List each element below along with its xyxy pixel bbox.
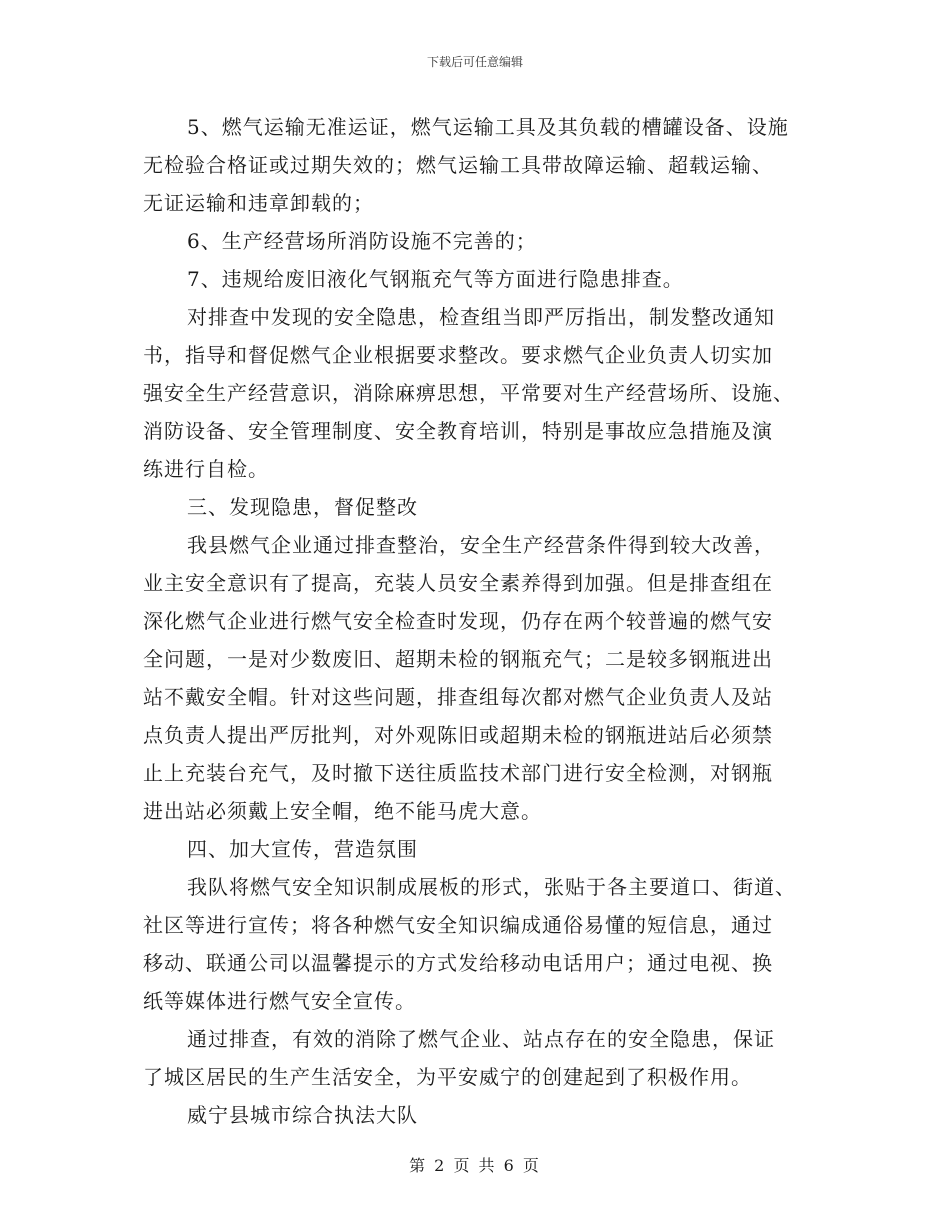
text-line: 对排查中发现的安全隐患，检查组当即严厉指出，制发整改通知: [187, 305, 775, 329]
text-line: 进出站必须戴上安全帽，绝不能马虎大意。: [143, 799, 542, 823]
document-body: [143, 108, 813, 1134]
text-line: 我队将燃气安全知识制成展板的形式，张贴于各主要道口、街道、: [187, 875, 796, 899]
text-line: 5、燃气运输无准运证，燃气运输工具及其负载的槽罐设备、设施: [187, 115, 789, 139]
page-footer: 第 2 页 共 6 页: [409, 1156, 541, 1175]
text-line: 7、违规给废旧液化气钢瓶充气等方面进行隐患排查。: [187, 267, 684, 291]
text-line: 无证运输和违章卸载的；: [143, 191, 374, 215]
text-line: 强安全生产经营意识，消除麻痹思想，平常要对生产经营场所、设施、: [143, 381, 794, 405]
text-line: 站不戴安全帽。针对这些问题，排查组每次都对燃气企业负责人及站: [143, 685, 773, 709]
text-line: 威宁县城市综合执法大队: [187, 1103, 418, 1127]
text-line: 通过排查，有效的消除了燃气企业、站点存在的安全隐患，保证: [187, 1027, 775, 1051]
text-line: 书，指导和督促燃气企业根据要求整改。要求燃气企业负责人切实加: [143, 343, 773, 367]
page-header: 下载后可任意编辑: [426, 55, 523, 69]
text-line: 三、发现隐患，督促整改: [187, 495, 418, 519]
text-line: 业主安全意识有了提高，充装人员安全素养得到加强。但是排查组在: [143, 571, 773, 595]
text-line: 纸等媒体进行燃气安全宣传。: [143, 989, 416, 1013]
text-line: 6、生产经营场所消防设施不完善的；: [187, 229, 537, 253]
text-line: 深化燃气企业进行燃气安全检查时发现，仍存在两个较普遍的燃气安: [143, 609, 773, 633]
text-line: 练进行自检。: [143, 457, 269, 481]
text-line: 了城区居民的生产生活安全，为平安威宁的创建起到了积极作用。: [143, 1065, 752, 1089]
text-line: 社区等进行宣传；将各种燃气安全知识编成通俗易懂的短信息，通过: [143, 913, 773, 937]
text-line: 四、加大宣传，营造氛围: [187, 837, 418, 861]
text-line: 消防设备、安全管理制度、安全教育培训，特别是事故应急措施及演: [143, 419, 773, 443]
text-line: 我县燃气企业通过排查整治，安全生产经营条件得到较大改善，: [187, 533, 775, 557]
text-line: 全问题，一是对少数废旧、超期未检的钢瓶充气；二是较多钢瓶进出: [143, 647, 773, 671]
text-line: 移动、联通公司以温馨提示的方式发给移动电话用户；通过电视、换: [143, 951, 773, 975]
text-line: 止上充装台充气，及时撤下送往质监技术部门进行安全检测，对钢瓶: [143, 761, 773, 785]
text-line: 无检验合格证或过期失效的；燃气运输工具带故障运输、超载运输、: [143, 153, 773, 177]
text-line: 点负责人提出严厉批判，对外观陈旧或超期未检的钢瓶进站后必须禁: [143, 723, 773, 747]
